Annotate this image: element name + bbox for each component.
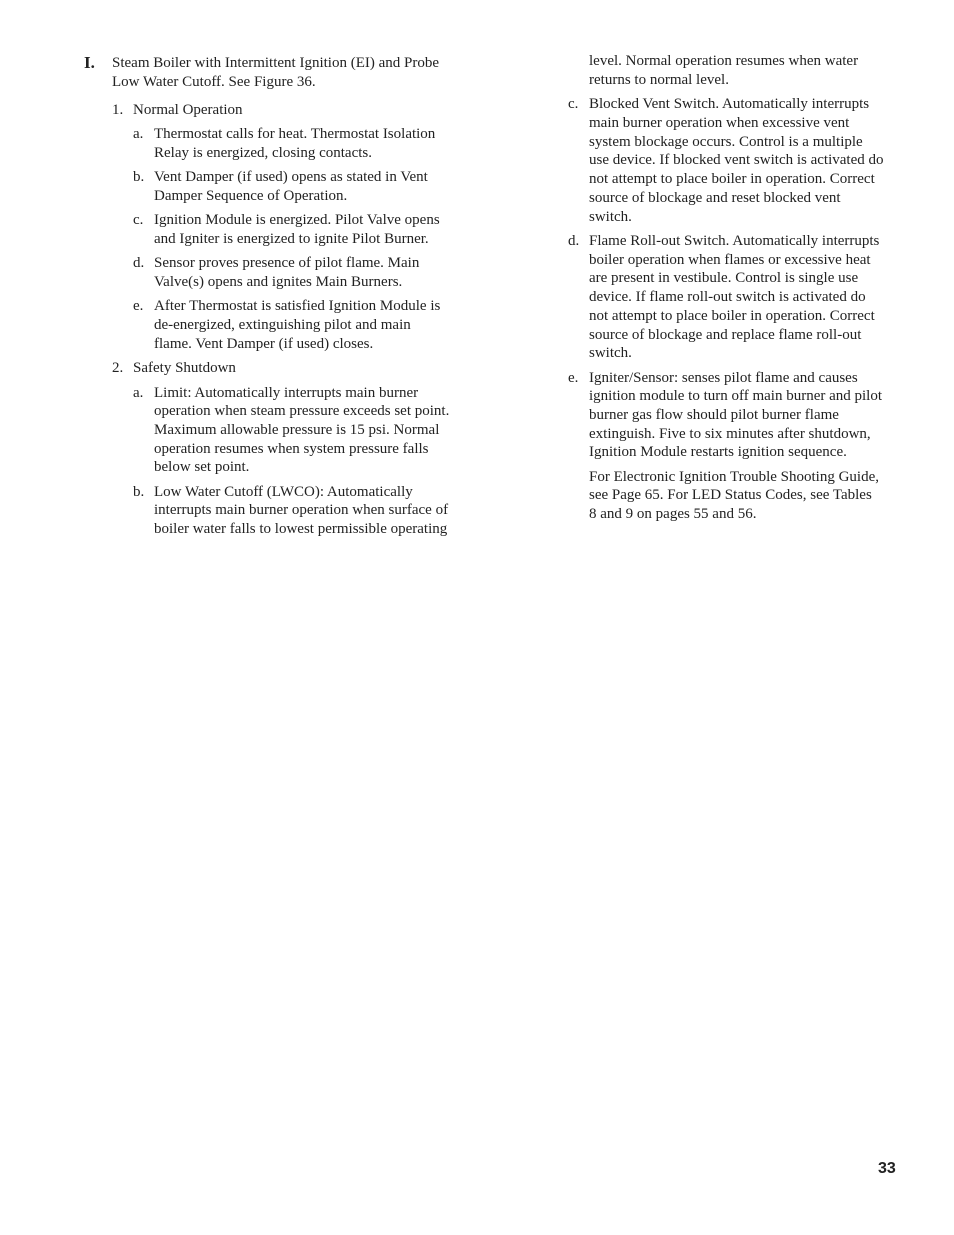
- item-text-line: interrupts main burner operation when surface of: [154, 502, 449, 518]
- item-marker: a.: [133, 126, 144, 142]
- item-text-line: Low Water Cutoff (LWCO): Automatically: [154, 484, 413, 500]
- note-text-line: For Electronic Ignition Trouble Shooting Guide,: [589, 469, 879, 485]
- item-text-line: below set point.: [154, 459, 250, 475]
- item-text-line: system blockage occurs. Control is a multiple: [589, 134, 863, 150]
- item-text-line: switch.: [589, 345, 632, 361]
- item-marker: a.: [133, 385, 144, 401]
- item-text-line: are present in vestibule. Control is single use: [589, 270, 859, 286]
- item-text-line: use device. If blocked vent switch is activated do: [589, 152, 884, 168]
- item-marker: d.: [568, 233, 580, 249]
- item-marker: e.: [568, 370, 579, 386]
- item-text-line: Ignition Module is energized. Pilot Valve opens: [154, 212, 440, 228]
- page-number: 33: [878, 1160, 896, 1177]
- item-text-line: not attempt to place boiler in operation. Correct: [589, 171, 875, 187]
- item-marker: b.: [133, 484, 145, 500]
- list-number: 1.: [112, 102, 124, 118]
- item-text-line: ignition module to turn off main burner and pilot: [589, 388, 883, 404]
- continuation-text-line: returns to normal level.: [589, 72, 729, 88]
- item-text-line: Blocked Vent Switch. Automatically interrupts: [589, 96, 870, 112]
- item-text-line: Igniter/Sensor: senses pilot flame and causes: [589, 370, 858, 386]
- note-text-line: see Page 65. For LED Status Codes, see Tables: [589, 487, 872, 503]
- item-text-line: Relay is energized, closing contacts.: [154, 145, 372, 161]
- list-number: 2.: [112, 360, 124, 376]
- item-text-line: After Thermostat is satisfied Ignition Module is: [154, 298, 441, 314]
- subsection-title: Normal Operation: [133, 102, 243, 118]
- item-text-line: Flame Roll-out Switch. Automatically interrupts: [589, 233, 880, 249]
- subsection-title: Safety Shutdown: [133, 360, 236, 376]
- item-text-line: switch.: [589, 209, 632, 225]
- item-text-line: boiler operation when flames or excessive heat: [589, 252, 871, 268]
- section-letter: I.: [84, 53, 95, 72]
- continuation-text-line: level. Normal operation resumes when water: [589, 53, 859, 69]
- item-text-line: source of blockage and reset blocked vent: [589, 190, 841, 206]
- item-text-line: operation resumes when system pressure falls: [154, 441, 429, 457]
- item-text-line: boiler water falls to lowest permissible operating: [154, 521, 448, 537]
- item-text-line: and Igniter is energized to ignite Pilot Burner.: [154, 231, 429, 247]
- item-text-line: flame. Vent Damper (if used) closes.: [154, 336, 374, 352]
- item-text-line: device. If flame roll-out switch is activated do: [589, 289, 866, 305]
- item-text-line: source of blockage and replace flame roll-out: [589, 327, 862, 343]
- item-marker: c.: [568, 96, 579, 112]
- note-text-line: 8 and 9 on pages 55 and 56.: [589, 506, 757, 522]
- section-title-line: Low Water Cutoff. See Figure 36.: [112, 74, 316, 90]
- item-text-line: Valve(s) opens and ignites Main Burners.: [154, 274, 403, 290]
- item-text-line: not attempt to place boiler in operation. Correct: [589, 308, 875, 324]
- item-marker: c.: [133, 212, 144, 228]
- item-text-line: operation when steam pressure exceeds set point.: [154, 403, 450, 419]
- item-text-line: extinguish. Five to six minutes after shutdown,: [589, 426, 871, 442]
- item-marker: b.: [133, 169, 145, 185]
- section-title-line: Steam Boiler with Intermittent Ignition (EI) and Probe: [112, 55, 440, 71]
- item-text-line: main burner operation when excessive vent: [589, 115, 850, 131]
- item-text-line: Sensor proves presence of pilot flame. Main: [154, 255, 420, 271]
- item-text-line: Limit: Automatically interrupts main burner: [154, 385, 419, 401]
- item-text-line: de-energized, extinguishing pilot and main: [154, 317, 411, 333]
- item-text-line: Ignition Module restarts ignition sequence.: [589, 444, 847, 460]
- item-marker: d.: [133, 255, 145, 271]
- item-text-line: Vent Damper (if used) opens as stated in Vent: [154, 169, 428, 185]
- item-text-line: Thermostat calls for heat. Thermostat Isolation: [154, 126, 436, 142]
- item-text-line: burner gas flow should pilot burner flame: [589, 407, 839, 423]
- item-marker: e.: [133, 298, 144, 314]
- item-text-line: Damper Sequence of Operation.: [154, 188, 348, 204]
- item-text-line: Maximum allowable pressure is 15 psi. Normal: [154, 422, 440, 438]
